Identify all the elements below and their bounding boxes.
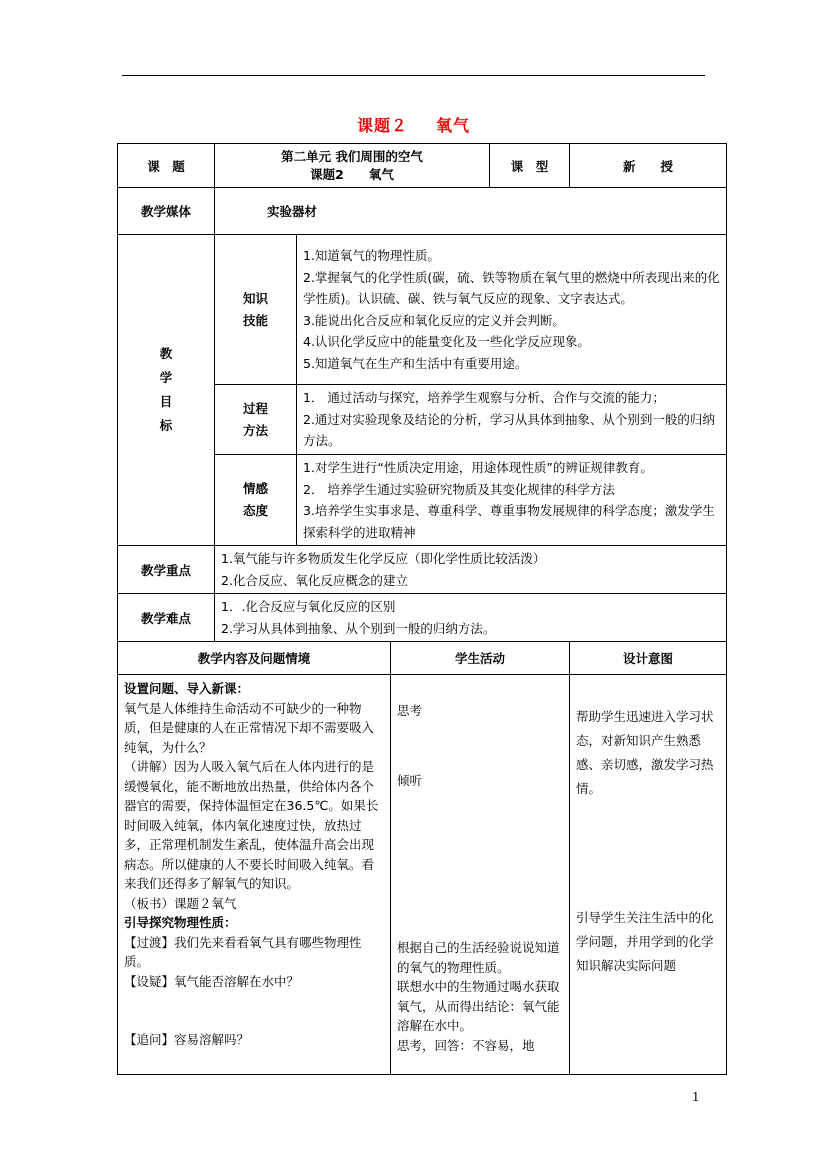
topic-row	[118, 144, 727, 188]
section-heading: 设置问题、导入新课：	[124, 681, 250, 696]
knowledge-item: 4.认识化学反应中的能量变化及一些化学反应现象。	[303, 334, 590, 349]
media-row	[118, 188, 727, 235]
difficulties-label: 教学难点	[118, 594, 215, 642]
title-lesson: 课题２	[356, 116, 408, 135]
lesson-plan-table	[117, 143, 727, 1075]
key-points-label: 教学重点	[118, 546, 215, 594]
column-header-content: 教学内容及问题情境	[118, 642, 391, 675]
header-rule	[122, 75, 705, 76]
type-label: 课 型	[490, 144, 570, 188]
student-activity: 思考	[397, 703, 423, 718]
student-activity-cell	[391, 675, 570, 1075]
emotion-item: 2． 培养学生通过实验研究物质及其变化规律的科学方法	[303, 481, 615, 497]
difficulties-items	[215, 594, 727, 642]
process-items	[297, 385, 727, 455]
media-value: 实验器材	[215, 188, 727, 235]
content-paragraph: 【设疑】氧气能否溶解在水中？	[124, 973, 300, 989]
content-paragraph: （讲解）因为人吸入氧气后在人体内进行的是缓慢氧化，能不断地放出热量，供给体内各个器官的需要，保持体温恒定在36.5℃。如果长时间吸入纯氧，体内氧化速度过快，放热过多，正常理机制发生紊乱，使体温升高会出现病态。所以健康的人不要长时间吸入纯氧。看来我们还得多了解氧气的知识。	[124, 759, 379, 891]
topic-label: 课 题	[118, 144, 215, 188]
column-header-design: 设计意图	[570, 642, 727, 675]
page-number: 1	[692, 1090, 700, 1104]
process-item: 1． 通过活动与探究，培养学生观察与分析、合作与交流的能力；	[303, 390, 665, 406]
difficulties-row	[118, 594, 727, 642]
objectives-label: 教 学 目 标	[118, 235, 215, 546]
student-activity: 根据自己的生活经验说说知道的氧气的物理性质。	[397, 940, 560, 975]
knowledge-item: 5.知道氧气在生产和生活中有重要用途。	[303, 355, 528, 371]
emotion-item: 1.对学生进行“性质决定用途，用途体现性质”的辨证规律教育。	[303, 460, 653, 475]
content-paragraph: 氧气是人体维持生命活动不可缺少的一种物质，但是健康的人在正常情况下却不需要吸入纯氧，为什么？	[124, 700, 375, 755]
document-title	[0, 113, 827, 136]
topic-line-2: 课题2 氧气	[310, 166, 394, 182]
columns-header-row	[118, 642, 727, 675]
student-activity: 思考，回答：不容易，地	[397, 1037, 535, 1053]
knowledge-item: 2.掌握氧气的化学性质(碳，硫、铁等物质在氧气里的燃烧中所表现出来的化学性质)。认识硫、碳、铁与氧气反应的现象、文字表达式。	[303, 269, 720, 306]
emotion-items	[297, 455, 727, 546]
topic-line-1: 第二单元 我们周围的空气	[281, 148, 423, 164]
emotion-item: 3.培养学生实事求是、尊重科学、尊重事物发展规律的科学态度；激发学生探索科学的进取精神	[303, 503, 715, 540]
process-item: 2.通过对实验现象及结论的分析，学习从具体到抽象、从个别到一般的归纳方法。	[303, 411, 715, 449]
student-activity: 倾听	[397, 772, 423, 788]
knowledge-item: 1.知道氧气的物理性质。	[303, 248, 440, 263]
key-point-item: 1.氧气能与许多物质发生化学反应（即化学性质比较活泼）	[221, 551, 546, 566]
content-paragraph: （板书）课题２氧气	[124, 895, 237, 911]
objectives-knowledge-row	[118, 235, 727, 385]
content-paragraph: 【追问】容易溶解吗？	[124, 1032, 250, 1047]
difficulty-item: 2.学习从具体到抽象、从个别到一般的归纳方法。	[221, 620, 496, 636]
key-points-row	[118, 546, 727, 594]
key-points-items	[215, 546, 727, 594]
title-topic: 氧气	[436, 116, 471, 135]
content-paragraph: 【过渡】我们先来看看氧气具有哪些物理性质。	[124, 934, 362, 969]
content-row	[118, 675, 727, 1075]
design-intent: 帮助学生迅速进入学习状态，对新知识产生熟悉感、亲切感，激发学习热情。	[576, 709, 714, 796]
topic-value	[215, 144, 490, 188]
content-cell	[118, 675, 391, 1075]
knowledge-label: 知识 技能	[215, 235, 297, 385]
knowledge-items	[297, 235, 727, 385]
student-activity: 联想水中的生物通过喝水获取氧气，从而得出结论：氧气能溶解在水中。	[397, 979, 560, 1033]
type-value: 新 授	[570, 144, 727, 188]
design-intent: 引导学生关注生活中的化学问题，并用学到的化学知识解决实际问题	[576, 910, 714, 973]
column-header-student: 学生活动	[391, 642, 570, 675]
media-label: 教学媒体	[118, 188, 215, 235]
section-heading: 引导探究物理性质：	[124, 915, 237, 930]
difficulty-item: 1．.化合反应与氧化反应的区别	[221, 599, 396, 614]
process-label: 过程 方法	[215, 385, 297, 455]
emotion-label: 情感 态度	[215, 455, 297, 546]
knowledge-item: 3.能说出化合反应和氧化反应的定义并会判断。	[303, 312, 565, 328]
key-point-item: 2.化合反应、氧化反应概念的建立	[221, 572, 408, 588]
design-intent-cell	[570, 675, 727, 1075]
